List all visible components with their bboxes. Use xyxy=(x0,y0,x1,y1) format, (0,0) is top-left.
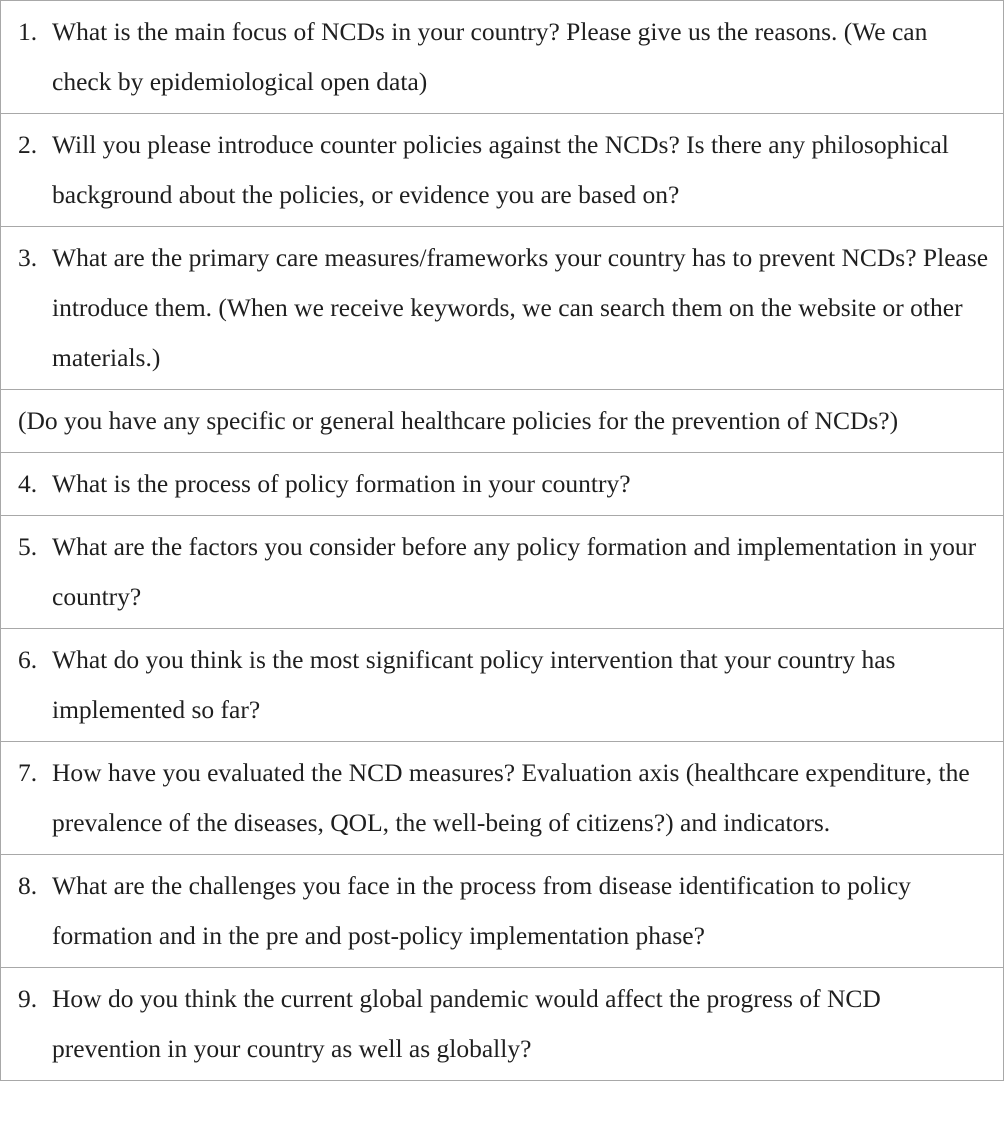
table-row xyxy=(1,855,1004,968)
question-number: 8. xyxy=(18,871,38,900)
table-row xyxy=(1,114,1004,227)
question-text: How have you evaluated the NCD measures? Evaluation axis (healthcare expenditure, the prevalence of the diseases, QOL, the well-being of citizens?) and indicators. xyxy=(52,758,970,837)
question-item xyxy=(1,516,1003,628)
table-row xyxy=(1,629,1004,742)
table-row xyxy=(1,1,1004,114)
table-cell xyxy=(1,855,1004,968)
table-cell xyxy=(1,453,1004,516)
question-text: What are the challenges you face in the process from disease identification to policy formation and in the pre and post-policy implementation phase? xyxy=(52,871,911,950)
table-cell xyxy=(1,968,1004,1081)
table-cell xyxy=(1,1,1004,114)
question-item xyxy=(1,855,1003,967)
question-text: Will you please introduce counter policies against the NCDs? Is there any philosophical background about the policies, or evidence you are based on? xyxy=(52,130,949,209)
question-text: What are the primary care measures/frameworks your country has to prevent NCDs? Please introduce them. (When we receive keywords, we can search them on the website or other materials.) xyxy=(52,243,989,372)
table-cell xyxy=(1,629,1004,742)
table-row xyxy=(1,516,1004,629)
note-text: (Do you have any specific or general healthcare policies for the prevention of NCDs?) xyxy=(18,406,899,435)
question-number: 9. xyxy=(18,984,38,1013)
table-cell xyxy=(1,516,1004,629)
table-cell xyxy=(1,114,1004,227)
question-number: 4. xyxy=(18,469,38,498)
question-number: 3. xyxy=(18,243,38,272)
table-row xyxy=(1,968,1004,1081)
question-item xyxy=(1,453,1003,515)
table-row xyxy=(1,453,1004,516)
question-number: 5. xyxy=(18,532,38,561)
question-text: What is the process of policy formation in your country? xyxy=(52,469,631,498)
table-cell xyxy=(1,227,1004,390)
question-note xyxy=(1,390,1003,452)
table-cell xyxy=(1,742,1004,855)
question-number: 2. xyxy=(18,130,38,159)
question-item xyxy=(1,629,1003,741)
question-item xyxy=(1,742,1003,854)
question-number: 7. xyxy=(18,758,38,787)
question-item xyxy=(1,227,1003,389)
question-item xyxy=(1,114,1003,226)
question-text: How do you think the current global pandemic would affect the progress of NCD prevention in your country as well as globally? xyxy=(52,984,881,1063)
question-text: What are the factors you consider before any policy formation and implementation in your country? xyxy=(52,532,977,611)
question-number: 6. xyxy=(18,645,38,674)
table-cell xyxy=(1,390,1004,453)
question-number: 1. xyxy=(18,17,38,46)
table-row xyxy=(1,390,1004,453)
question-text: What do you think is the most significant policy intervention that your country has implemented so far? xyxy=(52,645,896,724)
table-row xyxy=(1,227,1004,390)
question-item xyxy=(1,968,1003,1080)
question-text: What is the main focus of NCDs in your country? Please give us the reasons. (We can check by epidemiological open data) xyxy=(52,17,928,96)
question-item xyxy=(1,1,1003,113)
table-row xyxy=(1,742,1004,855)
